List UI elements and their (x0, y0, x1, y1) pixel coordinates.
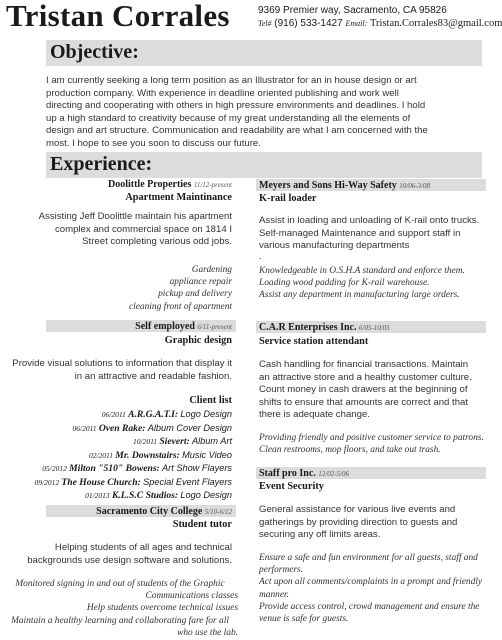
objective-title: Objective: (50, 41, 139, 63)
client-item: 06/2011 Oven Rake: Album Cover Design (72, 422, 232, 434)
job-role: K-rail loader (259, 193, 317, 204)
job-company: Self employed 6/11-present (135, 321, 232, 332)
job-role: Student tutor (172, 519, 232, 530)
job-duties: Monitored signing in and out of students of the Graphic Communications classes Help students overcome technical issues Maintain a healthy learning and collaborating fare for all who use the lab. (11, 579, 238, 638)
client-item: 09/2012 The House Church: Special Event Flayers (34, 476, 232, 488)
job-company: Doolittle Properties 11/12-present (107, 179, 232, 190)
email-label: Email: (345, 19, 368, 28)
job-company: C.A.R Enterprises Inc. 6/05-10/05 (259, 322, 390, 333)
client-item: 01/2013 K.L.S.C Studios: Logo Design (85, 490, 232, 501)
job-description: Assisting Jeff Doolittle maintain his apartment complex and commercial space on 1814 I Street completing various odd jobs. (38, 211, 232, 247)
job-company: Staff pro Inc. 12/02-5/06 (259, 468, 349, 479)
client-list-title: Client list (189, 395, 232, 406)
job-description: Cash handling for financial transactions. Maintain an attractive store and a healthy customer culture. Count money in cash drawers at the beginning of shifts to ensure that amounts are correct and that there is adequate change. (259, 359, 472, 420)
job-description: General assistance for various live events and gatherings by providing direction to guests and securing any off limits areas. (259, 504, 458, 540)
phone-email-line (258, 17, 502, 30)
client-item: 02/2011 Mr. Downstairs: Music Video (88, 449, 232, 461)
job-role: Graphic design (164, 335, 232, 346)
job-role: Event Security (259, 481, 324, 492)
client-item: 10/2011 Sievert: Album Art (133, 436, 232, 447)
separator-dot: . (259, 251, 262, 262)
job-duties: Ensure a safe and fun environment for all guests, staff and performers. Act upon all comments/complaints in a prompt and friendly manner. Provide access control, crowd management and ensure the venue is safe for guests. (259, 553, 483, 625)
job-description: Helping students of all ages and technical backgrounds use design software and solutions. (27, 542, 232, 566)
job-duties: Knowledgeable in O.S.H.A standard and enforce them. Loading wood padding for K-rail warehouse. Assist any department in manufacturing large orders. (259, 266, 465, 301)
job-company: Sacramento City College 5/10-6/12 (96, 506, 232, 517)
job-duties: Providing friendly and positive customer service to patrons. Clean restrooms, mop floors, and take out trash. (259, 433, 484, 456)
address: 9369 Premier way, Sacramento, CA 95826 (258, 5, 447, 16)
email[interactable]: Tristan.Corrales83@gmail.com (370, 18, 502, 29)
contact-info (258, 4, 502, 30)
job-role: Service station attendant (259, 336, 369, 347)
experience-title: Experience: (50, 153, 153, 175)
client-list (0, 408, 232, 503)
job-description: Assist in loading and unloading of K-rail onto trucks. Self-managed Maintenance and support staff in various manufacturing departments (259, 215, 480, 251)
tel-label: Tel# (258, 19, 272, 28)
job-skills: Gardening appliance repair pickup and delivery cleaning front of apartment (128, 265, 232, 312)
job-role: Apartment Maintinance (125, 192, 232, 203)
job-description: Provide visual solutions to information that display it in an attractive and readable fashion. (12, 358, 232, 382)
phone: (916) 533-1427 (274, 18, 343, 29)
client-item: 05/2012 Milton "510" Bowens: Art Show Flayers (42, 463, 232, 474)
objective-text: I am currently seeking a long term position as an Illustrator for an in house design or art production company. With experience in deadline oriented publishing and work well directing and cooperating with others in high pressure environments and deadlines. I hold up a high standard to creativity because of my great understanding all the elements of design and art structure. Communication and readability are what I am concerned with the most. I hope to see you soon to discuss our future. (46, 75, 428, 149)
client-item: 06/2011 A.R.G.A.T.I: Logo Design (101, 409, 232, 420)
job-company: Meyers and Sons Hi-Way Safety 10/06-3/08 (259, 180, 431, 191)
candidate-name: Tristan Corrales (6, 0, 230, 33)
